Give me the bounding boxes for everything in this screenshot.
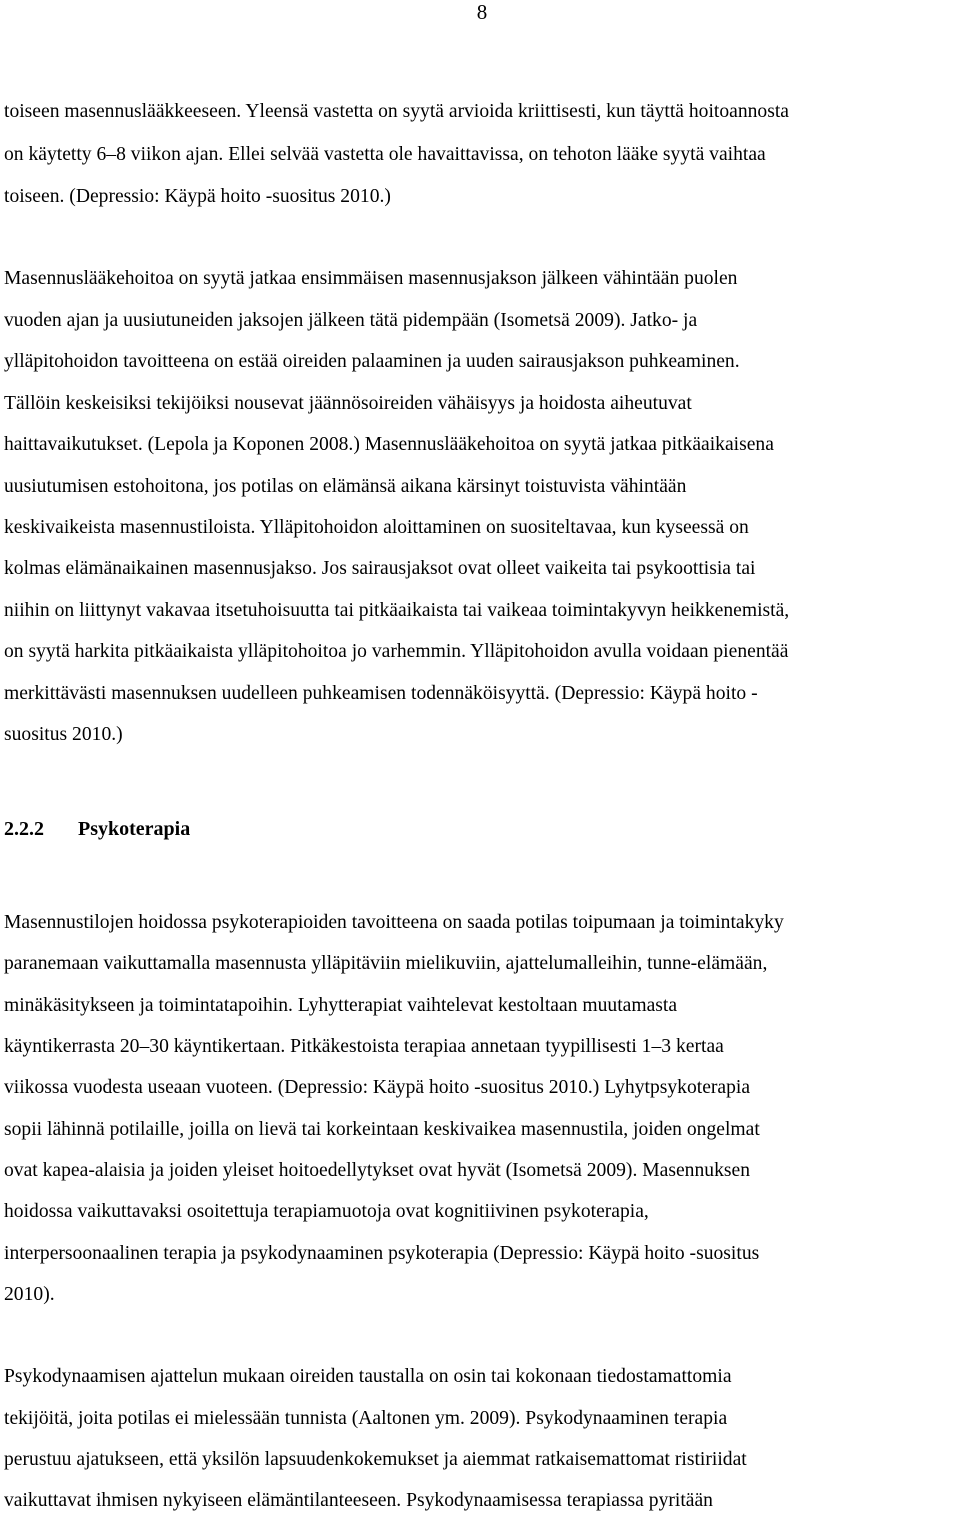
text-line: perustuu ajatukseen, että yksilön lapsuudenkokemukset ja aiemmat ratkaisemattomat ristiriidat	[4, 1449, 747, 1470]
text-line: toiseen masennuslääkkeeseen. Yleensä vastetta on syytä arvioida kriittisesti, kun täyttä hoitoannosta	[4, 101, 789, 122]
text-line: sopii lähinnä potilaille, joilla on lievä tai korkeintaan keskivaikea masennustila, joiden ongelmat	[4, 1119, 760, 1140]
text-line: suositus 2010.)	[4, 724, 123, 745]
text-line: vuoden ajan ja uusiutuneiden jaksojen jälkeen tätä pidempään (Isometsä 2009). Jatko- ja	[4, 310, 698, 331]
text-line: kolmas elämänaikainen masennusjakso. Jos sairausjaksot ovat olleet vaikeita tai psykoottisia tai	[4, 558, 756, 579]
text-line: merkittävästi masennuksen uudelleen puhkeamisen todennäköisyyttä. (Depressio: Käypä hoito -	[4, 683, 758, 704]
text-line: tekijöitä, joita potilas ei mielessään tunnista (Aaltonen ym. 2009). Psykodynaaminen terapia	[4, 1408, 728, 1429]
text-line: minäkäsitykseen ja toimintatapoihin. Lyhytterapiat vaihtelevat kestoltaan muutamasta	[4, 995, 678, 1016]
text-line: uusiutumisen estohoitona, jos potilas on elämänsä aikana kärsinyt toistuvista vähintään	[4, 476, 687, 497]
text-line: ylläpitohoidon tavoitteena on estää oireiden palaaminen ja uuden sairausjakson puhkeaminen.	[4, 351, 740, 372]
page-number: 8	[476, 0, 488, 24]
text-line: Psykodynaamisen ajattelun mukaan oireiden taustalla on osin tai kokonaan tiedostamattomia	[4, 1366, 732, 1387]
text-line: viikossa vuodesta useaan vuoteen. (Depressio: Käypä hoito -suositus 2010.) Lyhytpsykoterapia	[4, 1077, 751, 1098]
text-line: Masennustilojen hoidossa psykoterapioiden tavoitteena on saada potilas toipumaan ja toimintakyky	[4, 912, 784, 933]
text-line: paranemaan vaikuttamalla masennusta ylläpitäviin mielikuviin, ajattelumalleihin, tunne-elämään,	[4, 953, 768, 974]
text-line: niihin on liittynyt vakavaa itsetuhoisuutta tai pitkäaikaista tai vaikeaa toimintakyvyn heikkenemistä,	[4, 600, 790, 621]
text-line: toiseen. (Depressio: Käypä hoito -suositus 2010.)	[4, 186, 391, 207]
text-line: vaikuttavat ihmisen nykyiseen elämäntilanteeseen. Psykodynaamisessa terapiassa pyritään	[4, 1490, 713, 1511]
text-line: keskivaikeista masennustiloista. Ylläpitohoidon aloittaminen on suositeltavaa, kun kyseessä on	[4, 517, 749, 538]
section-heading	[4, 817, 190, 841]
text-line: on syytä harkita pitkäaikaista ylläpitohoitoa jo varhemmin. Ylläpitohoidon avulla voidaan pienentää	[4, 641, 789, 662]
text-line: hoidossa vaikuttavaksi osoitettuja terapiamuotoja ovat kognitiivinen psykoterapia,	[4, 1201, 649, 1222]
text-line: 2010).	[4, 1284, 55, 1305]
text-line: Tällöin keskeisiksi tekijöiksi nousevat jäännösoireiden vähäisyys ja hoidosta aiheutuvat	[4, 393, 692, 414]
text-line: on käytetty 6–8 viikon ajan. Ellei selvää vastetta ole havaittavissa, on tehoton lääke syytä vaihtaa	[4, 144, 766, 165]
text-line: ovat kapea-alaisia ja joiden yleiset hoitoedellytykset ovat hyvät (Isometsä 2009). Masennuksen	[4, 1160, 750, 1181]
text-line: haittavaikutukset. (Lepola ja Koponen 2008.) Masennuslääkehoitoa on syytä jatkaa pitkäaikaisena	[4, 434, 774, 455]
section-number: 2.2.2	[4, 818, 44, 840]
text-line: interpersoonaalinen terapia ja psykodynaaminen psykoterapia (Depressio: Käypä hoito -suositus	[4, 1243, 760, 1264]
text-line: Masennuslääkehoitoa on syytä jatkaa ensimmäisen masennusjakson jälkeen vähintään puolen	[4, 268, 738, 289]
text-line: käyntikerrasta 20–30 käyntikertaan. Pitkäkestoista terapiaa annetaan tyypillisesti 1–3 kertaa	[4, 1036, 724, 1057]
section-title: Psykoterapia	[78, 818, 191, 840]
